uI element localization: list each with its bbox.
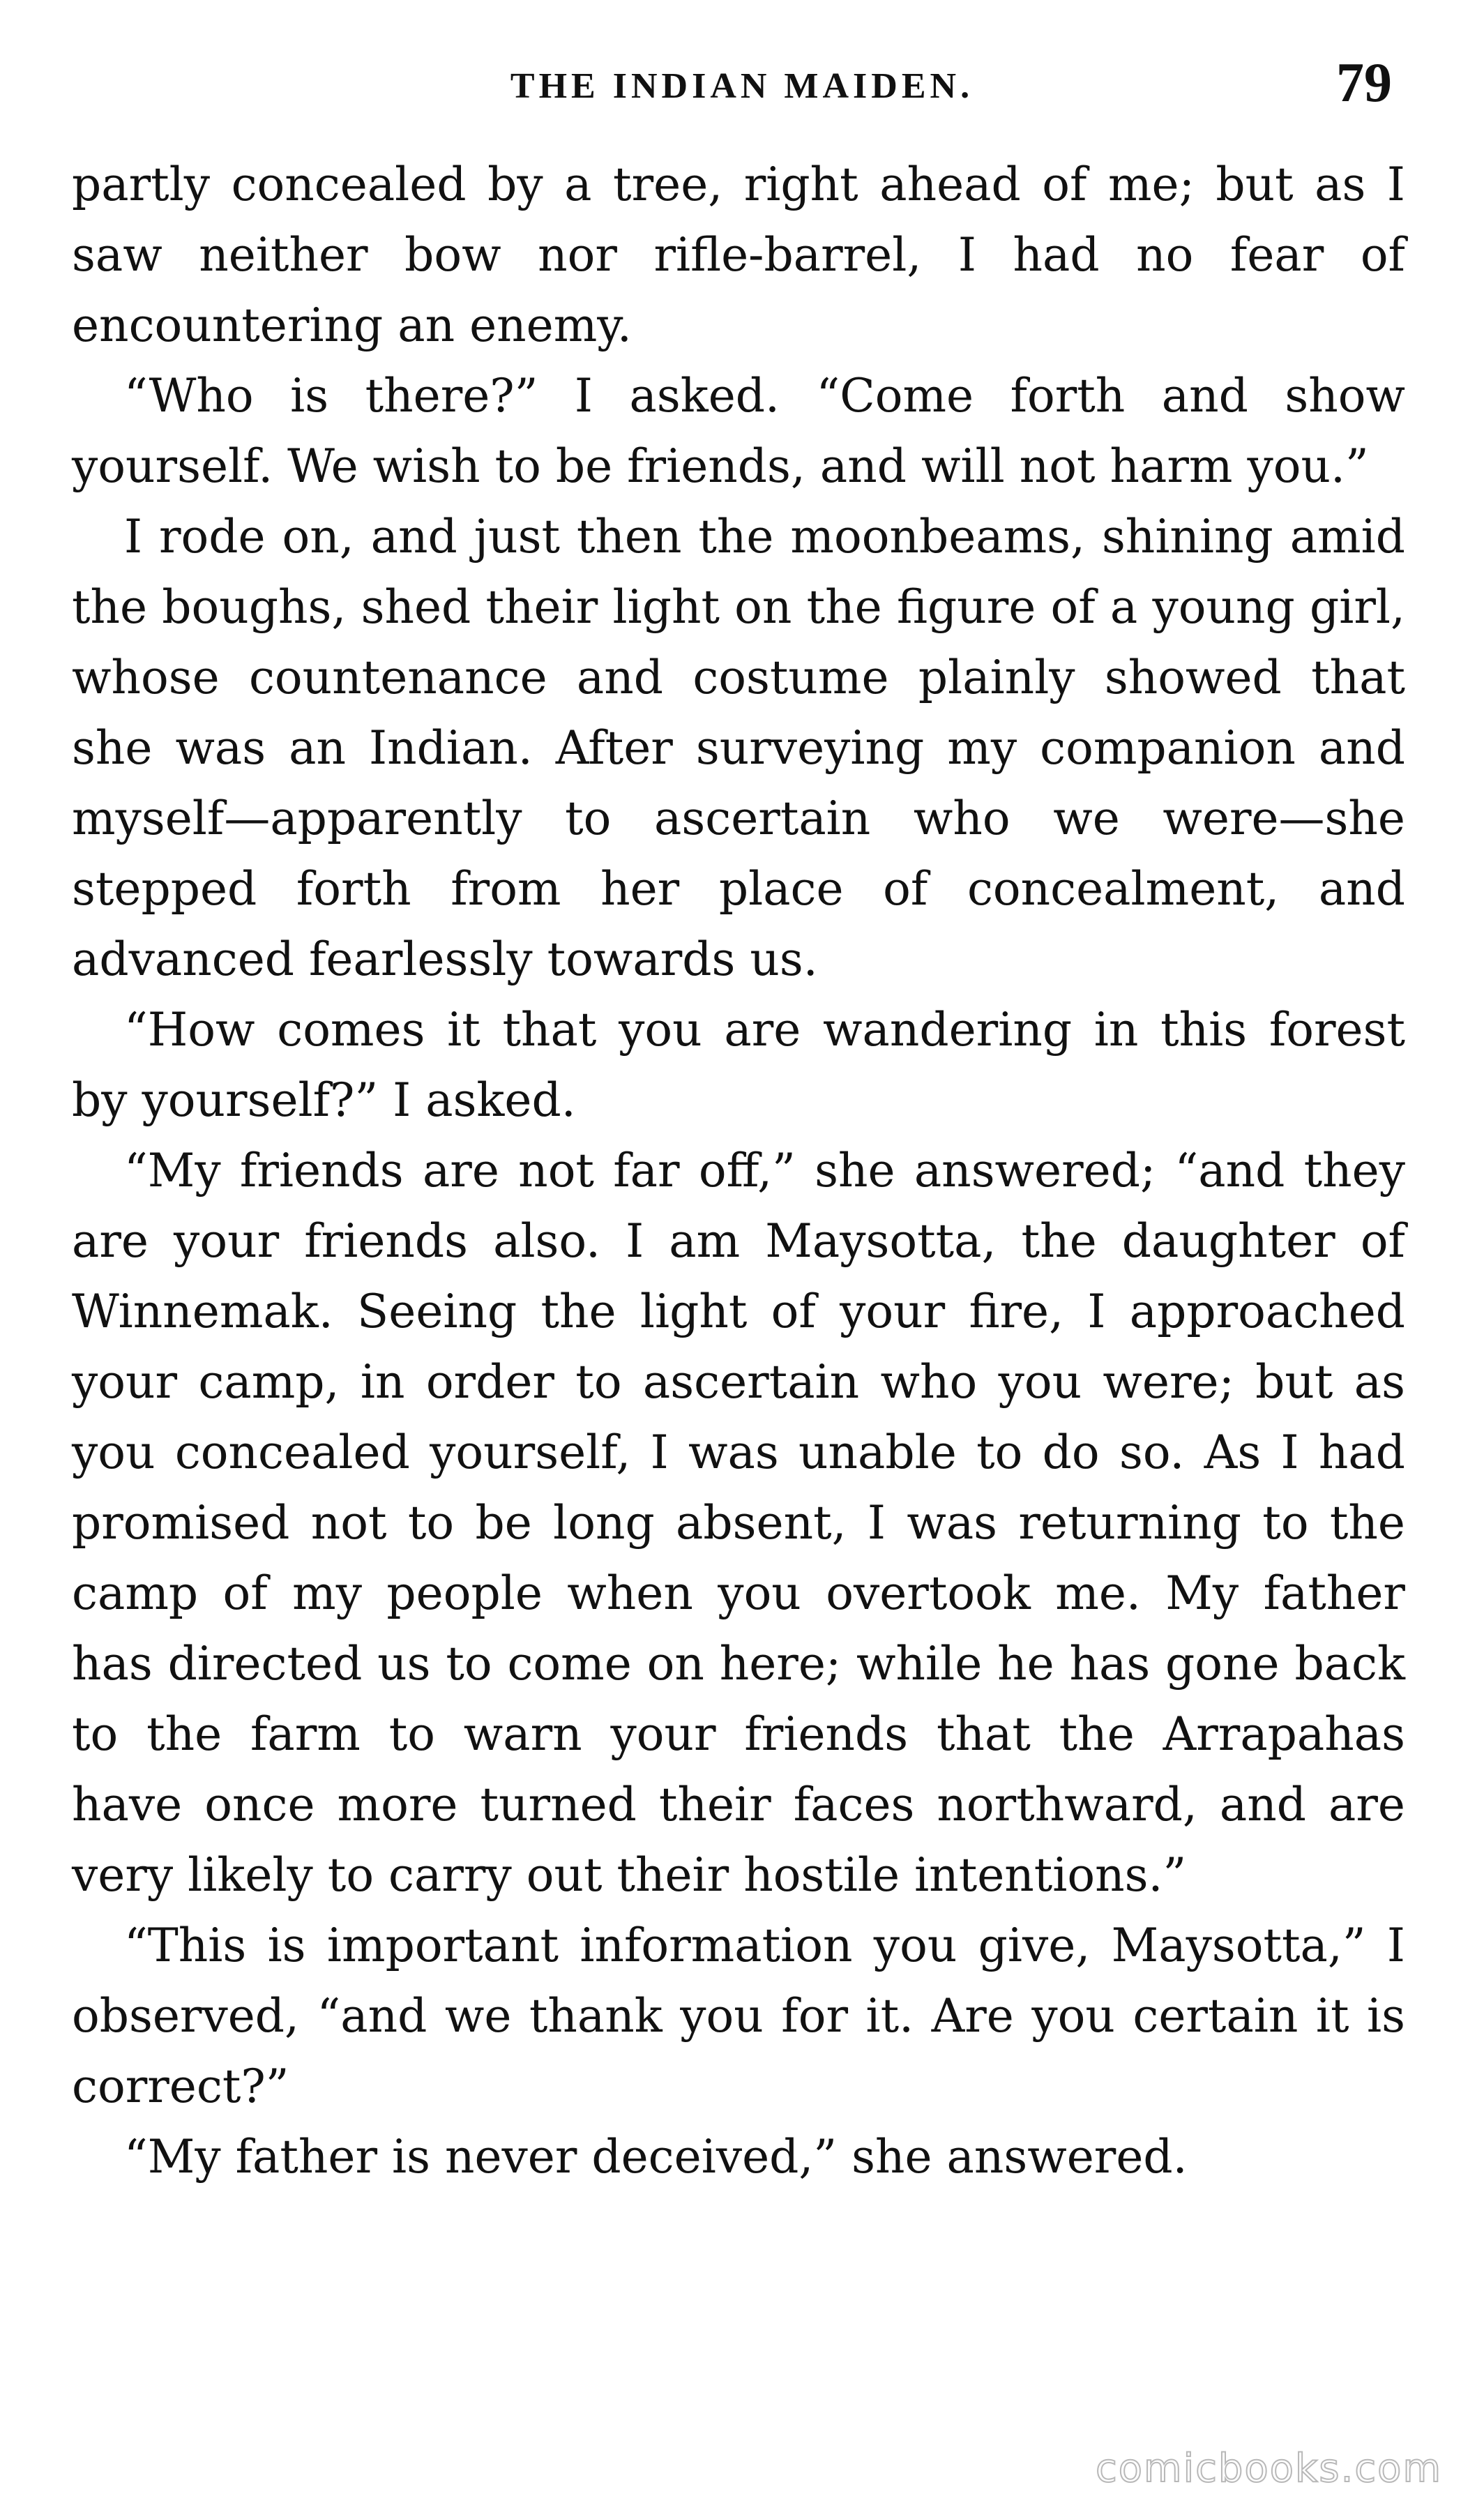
paragraph-important-information: “This is important information you give, Maysotta,” I observed, “and we thank you for it. Are you certain it is correct?” [72,1919,1405,2113]
paragraph-continued: partly concealed by a tree, right ahead of me; but as I saw neither bow nor rifle-barrel, I had no fear of encountering an enemy. [72,158,1405,352]
running-title: THE INDIAN MAIDEN. [510,66,974,106]
paragraph-who-is-there: “Who is there?” I asked. “Come forth and show yourself. We wish to be friends, and will not harm you.” [72,369,1405,493]
body-text [72,149,1405,2192]
watermark: comicbooks.com [1095,2446,1442,2491]
page-number: 79 [1336,52,1392,114]
running-head [0,46,1484,130]
paragraph-how-comes-it: “How comes it that you are wandering in this forest by yourself?” I asked. [72,1003,1405,1127]
paragraph-never-deceived: “My father is never deceived,” she answered. [124,2130,1188,2184]
paragraph-my-friends: “My friends are not far off,” she answered; “and they are your friends also. I am Maysotta, the daughter of Winnemak. Seeing the light of your fire, I approached your camp, in order to ascertain who you were; but as you concealed yourself, I was unable to do so. As I had promised not to be long absent, I was returning to the camp of my people when you overtook me. My father has directed us to come on here; while he has gone back to the farm to warn your friends that the Arrapahas have once more turned their faces northward, and are very likely to carry out their hostile intentions.” [72,1144,1405,1902]
paragraph-moonbeams: I rode on, and just then the moonbeams, shining amid the boughs, shed their light on the figure of a young girl, whose countenance and costume plainly showed that she was an Indian. After surveying my companion and myself—apparently to ascertain who we were—she stepped forth from her place of concealment, and advanced fearlessly towards us. [72,510,1405,986]
